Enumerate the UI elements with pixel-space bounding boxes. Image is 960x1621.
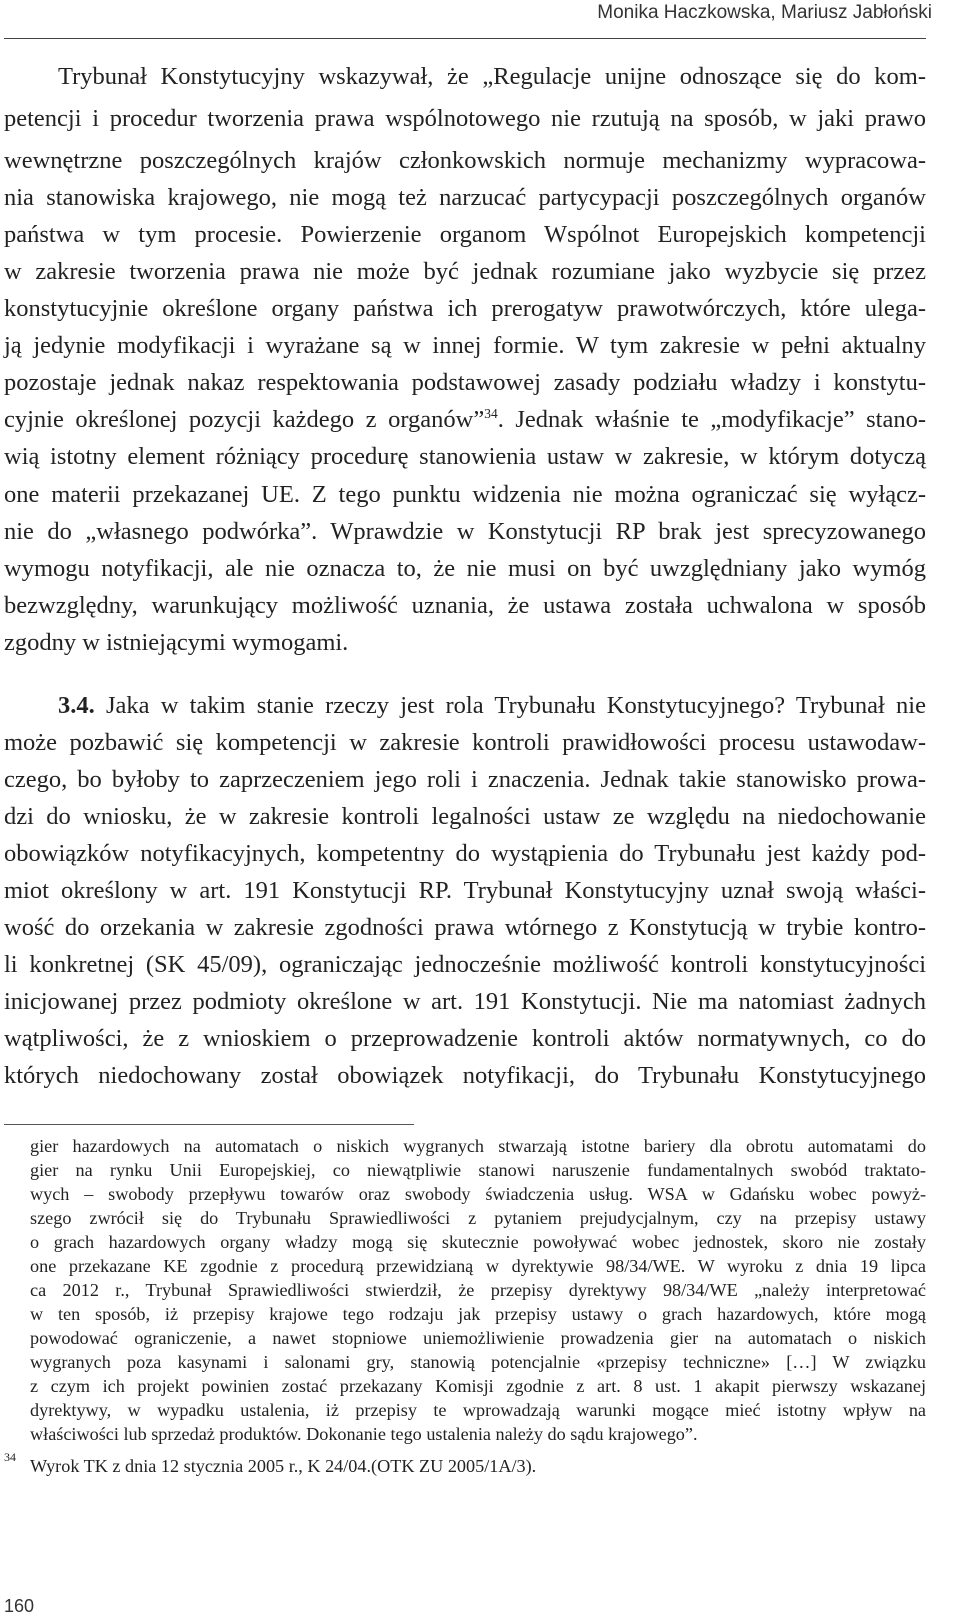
quote-continuation: . Jednak właśnie te „modyfikacje” stano-	[497, 406, 926, 433]
body-line-with-footnote-ref	[4, 405, 926, 435]
body-line: wątpliwości, że z wnioskiem o przeprowadzenie kontroli aktów normatywnych, co do	[4, 1025, 926, 1052]
body-line: Trybunał Konstytucyjny wskazywał, że „Regulacje unijne odnoszące się do kom-	[58, 63, 926, 90]
footnote-line: wych – swobody przepływu towarów oraz swobody świadczenia usług. WSA w Gdańsku wobec powyż-	[30, 1184, 926, 1204]
footnote-ref-34[interactable]: 34	[484, 405, 498, 421]
footnote-line: w ten sposób, iż przepisy krajowe tego rodzaju jak przepisy ustawy o grach hazardowych, które mogą	[30, 1304, 926, 1324]
body-line: petencji i procedur tworzenia prawa wspólnotowego nie rzutują na sposób, w jaki prawo	[4, 105, 926, 132]
footnote-line: powodować ograniczenie, a nawet stopniowe uniemożliwienie prowadzenia gier na automatach o niskich	[30, 1328, 926, 1348]
body-line: konstytucyjnie określone organy państwa ich prerogatyw prawotwórczych, które ulega-	[4, 295, 926, 322]
body-line: miot określony w art. 191 Konstytucji RP. Trybunał Konstytucyjny uznał swoją właści-	[4, 877, 926, 904]
body-line: państwa w tym procesie. Powierzenie organom Wspólnot Europejskich kompetencji	[4, 221, 926, 248]
footnote-line: ca 2012 r., Trybunał Sprawiedliwości stwierdził, że przepisy dyrektywy 98/34/WE „należy interpretować	[30, 1280, 926, 1300]
section-3-4-first-line	[4, 691, 926, 721]
footnote-line: z czym ich projekt powinien zostać przekazany Komisji zgodnie z art. 8 ust. 1 akapit pierwszy wskazanej	[30, 1376, 926, 1396]
body-line: ją jedynie modyfikacji i wyrażane są w innej formie. W tym zakresie w pełni aktualny	[4, 332, 926, 359]
page-number: 160	[4, 1596, 35, 1616]
body-line: wymogu notyfikacji, ale nie oznacza to, że nie musi on być uwzględniany jako wymóg	[4, 555, 926, 582]
footnote-line: wygranych poza kasynami i salonami gry, stanowią potencjalnie «przepisy techniczne» […] W związku	[30, 1352, 926, 1372]
footnote-line: właściwości lub sprzedaż produktów. Dokonanie tego ustalenia należy do sądu krajowego”.	[30, 1424, 698, 1444]
section-number: 3.4.	[58, 692, 95, 719]
body-line: nia stanowiska krajowego, nie mogą też narzucać partycypacji poszczególnych organów	[4, 184, 926, 211]
footnote-line: o grach hazardowych organy władzy mogą się skutecznie powoływać wobec jednostek, skoro nie zostały	[30, 1232, 926, 1252]
section-question: Jaka w takim stanie rzeczy jest rola Trybunału Konstytucyjnego? Trybunał nie	[94, 692, 926, 719]
body-line: dzi do wniosku, że w zakresie kontroli legalności ustaw ze względu na niedochowanie	[4, 803, 926, 830]
body-line: li konkretnej (SK 45/09), ograniczając jednocześnie możliwość kontroli konstytucyjności	[4, 951, 926, 978]
body-line: obowiązków notyfikacyjnych, kompetentny do wystąpienia do Trybunału jest każdy pod-	[4, 840, 926, 867]
footnote-line: gier hazardowych na automatach o niskich wygranych stwarzają istotne bariery dla obrotu automatami do	[30, 1136, 926, 1156]
body-line: zgodny w istniejącymi wymogami.	[4, 629, 349, 656]
body-line: których niedochowany został obowiązek notyfikacji, do Trybunału Konstytucyjnego	[4, 1062, 926, 1089]
footnote-line: one przekazane KE zgodnie z procedurą przewidzianą w dyrektywie 98/34/WE. W wyroku z dnia 19 lipca	[30, 1256, 926, 1276]
footnote-separator	[4, 1124, 414, 1125]
body-line: pozostaje jednak nakaz respektowania podstawowej zasady podziału władzy i konstytu-	[4, 369, 926, 396]
quote-text: cyjnie określonej pozycji każdego z organów”	[4, 406, 485, 433]
body-line: bezwzględny, warunkujący możliwość uznania, że ustawa została uchwalona w sposób	[4, 592, 926, 619]
body-line: nie do „własnego podwórka”. Wprawdzie w Konstytucji RP brak jest sprecyzowanego	[4, 518, 926, 545]
body-line: czego, bo byłoby to zaprzeczeniem jego roli i znaczenia. Jednak takie stanowisko prowa-	[4, 766, 926, 793]
body-line: wewnętrzne poszczególnych krajów członkowskich normuje mechanizmy wypracowa-	[4, 147, 926, 174]
footnote-line: gier na rynku Unii Europejskiej, co niewątpliwie stanowi naruszenie fundamentalnych swobód traktato-	[30, 1160, 926, 1180]
footnote-line: szego zwrócił się do Trybunału Sprawiedliwości z pytaniem prejudycjalnym, czy na przepisy ustawy	[30, 1208, 926, 1228]
running-header-authors: Monika Haczkowska, Mariusz Jabłoński	[597, 2, 932, 23]
body-line: wość do orzekania w zakresie zgodności prawa wtórnego z Konstytucją w trybie kontro-	[4, 914, 926, 941]
footnote-34-number: 34	[4, 1450, 16, 1464]
body-line: inicjowanej przez podmioty określone w art. 191 Konstytucji. Nie ma natomiast żadnych	[4, 988, 926, 1015]
footnote-line: dyrektywy, w wypadku ustalenia, iż przepisy te wprowadzają warunki mogące mieć istotny wpływ na	[30, 1400, 926, 1420]
footnote-34-text: Wyrok TK z dnia 12 stycznia 2005 r., K 24/04.(OTK ZU 2005/1A/3).	[30, 1456, 537, 1476]
header-rule	[4, 38, 926, 39]
body-line: one materii przekazanej UE. Z tego punktu widzenia nie można ograniczać się wyłącz-	[4, 481, 926, 508]
body-line: może pozbawić się kompetencji w zakresie kontroli prawidłowości procesu ustawodaw-	[4, 729, 926, 756]
body-line: wią istotny element różniący procedurę stanowienia ustaw w zakresie, w którym dotyczą	[4, 443, 926, 470]
body-line: w zakresie tworzenia prawa nie może być jednak rozumiane jako wyzbycie się przez	[4, 258, 926, 285]
